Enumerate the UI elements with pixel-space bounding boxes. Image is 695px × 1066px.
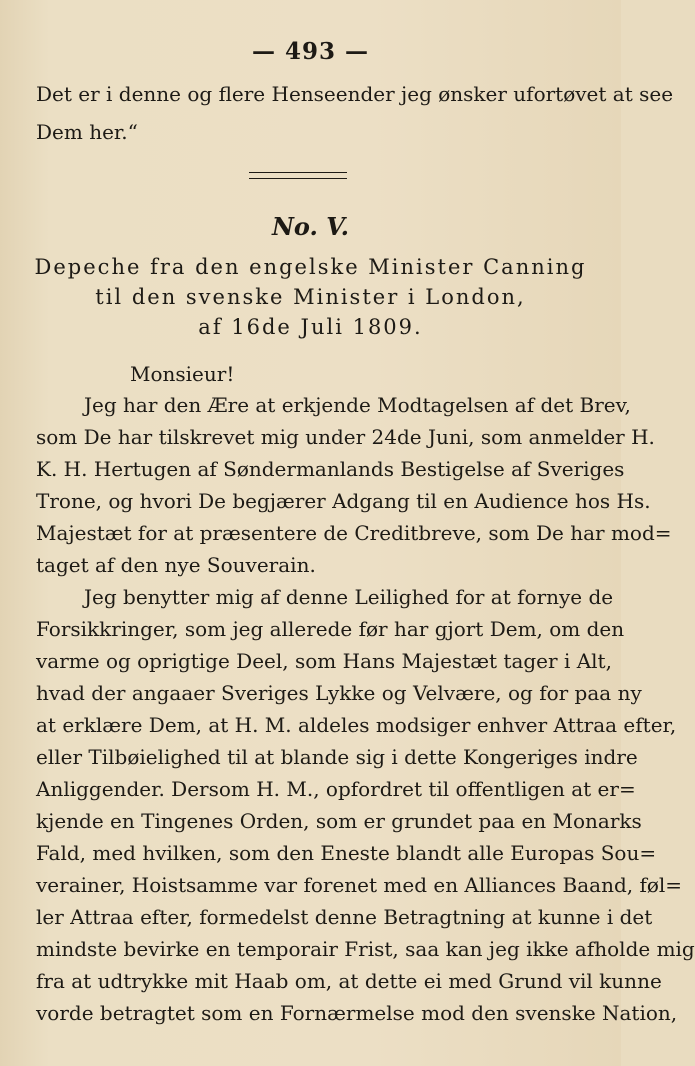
paragraph-1-line-5: Majestæt for at præsentere de Creditbreve, som De har mod= — [36, 521, 672, 545]
page-number: — 493 — — [251, 38, 370, 65]
intro-line-2: Dem her.“ — [36, 120, 138, 144]
paragraph-1-line-6: taget af den nye Souverain. — [36, 553, 316, 577]
paragraph-1-line-4: Trone, og hvori De begjærer Adgang til en Audience hos Hs. — [36, 489, 651, 513]
section-divider — [249, 172, 347, 179]
paragraph-2-line-13: fra at udtrykke mit Haab om, at dette ei med Grund vil kunne — [36, 969, 662, 993]
paragraph-1-line-1: Jeg har den Ære at erkjende Modtagelsen af det Brev, — [84, 393, 631, 417]
title-line-3: af 16de Juli 1809. — [198, 315, 423, 339]
paragraph-2-line-2: Forsikkringer, som jeg allerede før har gjort Dem, om den — [36, 617, 625, 641]
paragraph-2-line-11: ler Attraa efter, formedelst denne Betragtning at kunne i det — [36, 905, 653, 929]
paragraph-2-line-14: vorde betragtet som en Fornærmelse mod den svenske Nation, — [36, 1001, 678, 1025]
paragraph-2-line-10: verainer, Hoistsamme var forenet med en Alliances Baand, føl= — [36, 873, 683, 897]
paragraph-1-line-2: som De har tilskrevet mig under 24de Juni, som anmelder H. — [36, 425, 655, 449]
paragraph-2-line-5: at erklære Dem, at H. M. aldeles modsiger enhver Attraa efter, — [36, 713, 677, 737]
paragraph-2-line-3: varme og oprigtige Deel, som Hans Majestæt tager i Alt, — [36, 649, 612, 673]
title-line-1: Depeche fra den engelske Minister Canning — [34, 255, 587, 279]
title-line-2: til den svenske Minister i London, — [95, 285, 526, 309]
paragraph-1-line-3: K. H. Hertugen af Søndermanlands Bestigelse af Sveriges — [36, 457, 625, 481]
paragraph-2-line-6: eller Tilbøielighed til at blande sig i dette Kongeriges indre — [36, 745, 638, 769]
paragraph-2-line-4: hvad der angaaer Sveriges Lykke og Velvære, og for paa ny — [36, 681, 642, 705]
document-number-heading: No. V. — [271, 212, 349, 241]
paragraph-2-line-1: Jeg benytter mig af denne Leilighed for at fornye de — [84, 585, 614, 609]
intro-line-1: Det er i denne og flere Henseender jeg ønsker ufortøvet at see — [36, 82, 674, 106]
paragraph-2-line-12: mindste bevirke en temporair Frist, saa kan jeg ikke afholde mig — [36, 937, 695, 961]
paragraph-2-line-8: kjende en Tingenes Orden, som er grundet paa en Monarks — [36, 809, 642, 833]
salutation: Monsieur! — [130, 362, 235, 386]
paragraph-2-line-9: Fald, med hvilken, som den Eneste blandt alle Europas Sou= — [36, 841, 657, 865]
paragraph-2-line-7: Anliggender. Dersom H. M., opfordret til offentligen at er= — [36, 777, 636, 801]
